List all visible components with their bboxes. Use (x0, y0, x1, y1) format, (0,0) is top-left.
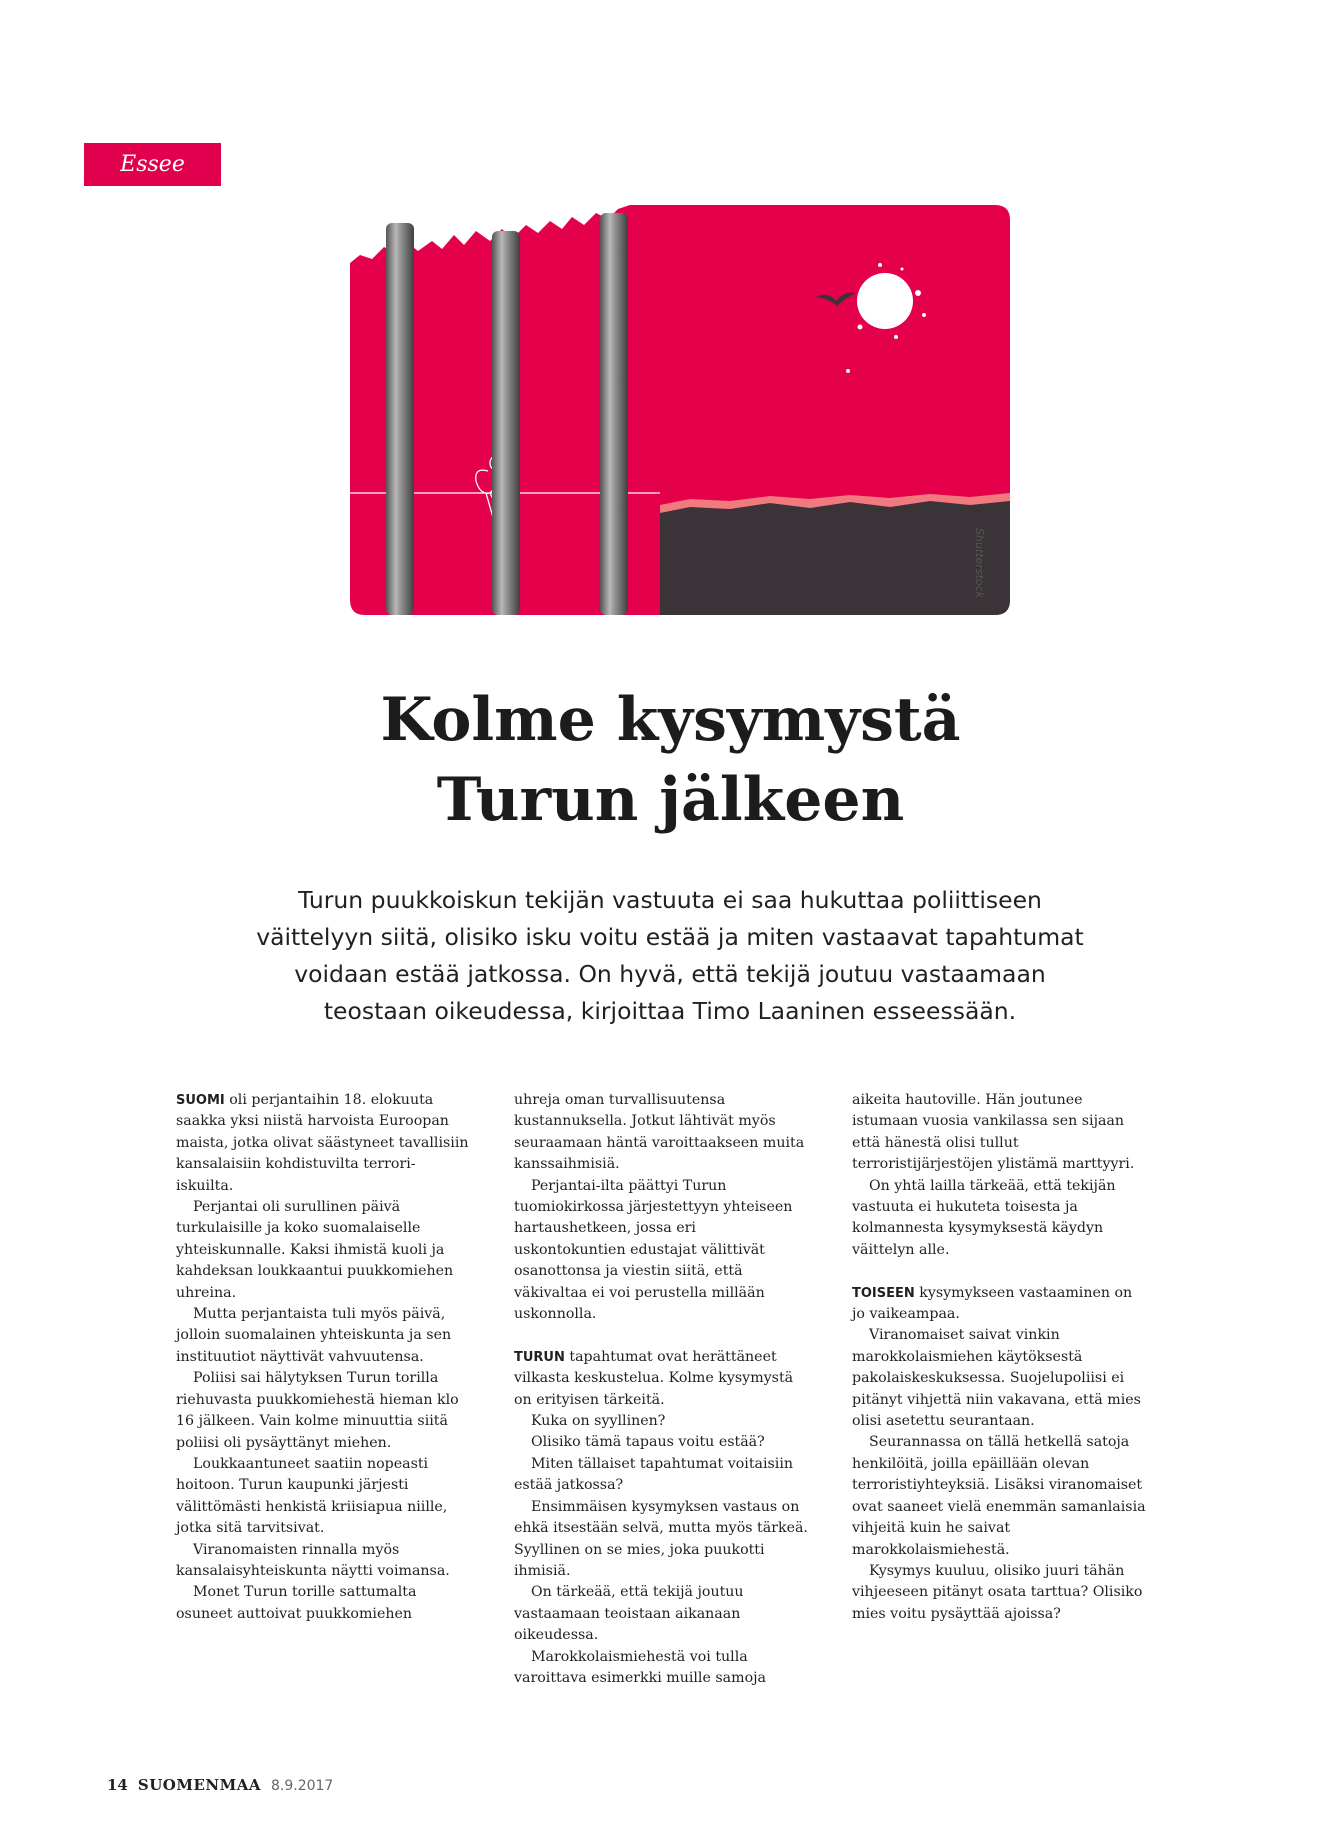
paragraph: Poliisi sai hälytyksen Turun torilla riehuvasta puukkomiehestä hieman klo 16 jälkeen. Vain kolme minuuttia siitä poliisi oli pysäyttänyt miehen. (176, 1370, 459, 1451)
paragraph: aikeita hautoville. Hän joutunee istumaan vuosia vankilassa sen sijaan että hänestä olisi tullut terroristijärjestöjen ylistämä marttyyri. (852, 1092, 1135, 1173)
question: Olisiko tämä tapaus voitu estää? (531, 1434, 765, 1451)
issue-date: 8.9.2017 (270, 1778, 334, 1794)
paragraph (514, 1347, 810, 1411)
paragraph: Marokkolaismiehestä voi tulla varoittava esimerkki muille samoja (514, 1648, 766, 1686)
lead-word: TURUN (514, 1349, 565, 1365)
paragraph: Seurannassa on tällä hetkellä satoja henkilöitä, joilla epäillään olevan terroristiyhteyksiä. Lisäksi viranomaiset ovat saaneet vielä enemmän samanlaisia vihjeitä kuin he saivat marokkolaismiehestä. (852, 1434, 1146, 1558)
column-1 (176, 1090, 472, 1625)
paragraph: On yhtä lailla tärkeää, että tekijän vastuuta ei hukuteta toisesta ja kolmannesta kysymyksestä käydyn väittelyn alle. (852, 1177, 1116, 1258)
paragraph: Perjantai oli surullinen päivä turkulaisille ja koko suomalaiselle yhteiskunnalle. Kaksi ihmistä kuoli ja kahdeksan loukkaantui puukkomiehen uhreina. (176, 1199, 454, 1301)
headline-line-2: Turun jälkeen (436, 765, 905, 835)
lead-word: TOISEEN (852, 1285, 915, 1301)
paragraph: On tärkeää, että tekijä joutuu vastaamaan teoistaan aikanaan oikeudessa. (514, 1584, 744, 1644)
lead-word: SUOMI (176, 1093, 225, 1108)
question: Miten tällaiset tapahtumat voitaisiin estää jatkossa? (514, 1455, 794, 1494)
paragraph: Loukkaantuneet saatiin nopeasti hoitoon. Turun kaupunki järjesti välittömästi henkistä kriisiapua niille, jotka sitä tarvitsivat. (176, 1455, 448, 1537)
prison-bar-1 (386, 223, 414, 615)
paragraph: Viranomaisten rinnalla myös kansalaisyhteiskunta näytti voimansa. (176, 1541, 450, 1579)
prison-bar-3 (600, 213, 628, 615)
paragraph (176, 1090, 472, 1197)
paragraph-text: tapahtumat ovat herättäneet vilkasta keskustelua. Kolme kysymystä on erityisen tärkeitä. (514, 1348, 794, 1408)
paragraph: Mutta perjantaista tuli myös päivä, jolloin suomalainen yhteiskunta ja sen instituutiot näyttivät vahvuutensa. (176, 1306, 452, 1365)
headline-line-1: Kolme kysymystä (380, 685, 961, 755)
paragraph: Perjantai-ilta päättyi Turun tuomiokirkossa järjestettyyn yhteiseen hartaushetkeen, jossa eri uskontokuntien edustajat välittivät osanottonsa ja viestin siitä, että väkivaltaa ei voi perustella millään uskonnolla. (514, 1177, 793, 1323)
magazine-name: SUOMENMAA (137, 1776, 261, 1794)
paragraph: Monet Turun torille sattumalta osuneet auttoivat puukkomiehen (176, 1584, 417, 1622)
page-number: 14 (107, 1776, 128, 1794)
paragraph (852, 1283, 1148, 1326)
headline (0, 680, 1341, 840)
paragraph: uhreja oman turvallisuutensa kustannuksella. Jotkut lähtivät myös seuraamaan häntä varoittaakseen muita kanssaihmisiä. (514, 1092, 805, 1173)
column-2 (514, 1090, 810, 1689)
question: Kuka on syyllinen? (531, 1413, 666, 1430)
paragraph: Kysymys kuuluu, olisiko juuri tähän vihjeeseen pitänyt osata tarttua? Olisiko mies voitu pysäyttää ajoissa? (852, 1562, 1143, 1622)
paragraph-text: kysymykseen vastaaminen on jo vaikeampaa. (852, 1284, 1133, 1323)
column-3 (852, 1090, 1148, 1625)
lead-paragraph: Turun puukkoiskun tekijän vastuuta ei saa hukuttaa poliittiseen väittelyyn siitä, olisiko isku voitu estää ja miten vastaavat tapahtumat voidaan estää jatkossa. On hyvä, että tekijä joutuu vastaamaan teostaan oikeudessa, kirjoittaa Timo Laaninen esseessään. (256, 886, 1084, 1025)
paragraph-text: oli perjantaihin 18. elokuuta saakka yksi niistä harvoista Euroopan maista, jotka olivat säästyneet tavallisiin kansalaisiin kohdistuvilta terrori-iskuilta. (176, 1092, 469, 1194)
ground (660, 501, 1010, 615)
paragraph: Ensimmäisen kysymyksen vastaus on ehkä itsestään selvä, mutta myös tärkeä. Syyllinen on se mies, joka puukotti ihmisiä. (514, 1498, 808, 1579)
section-tag: Essee (84, 143, 221, 186)
paragraph: Viranomaiset saivat vinkin marokkolaismiehen käytöksestä pakolaiskeskuksessa. Suojelupoliisi ei pitänyt vihjettä niin vakavana, että mies olisi asetettu seurantaan. (852, 1327, 1141, 1430)
essay-illustration (350, 205, 1010, 615)
photo-credit: Shutterstock (973, 528, 986, 599)
page-footer (107, 1776, 333, 1794)
prison-bar-2 (492, 231, 520, 615)
